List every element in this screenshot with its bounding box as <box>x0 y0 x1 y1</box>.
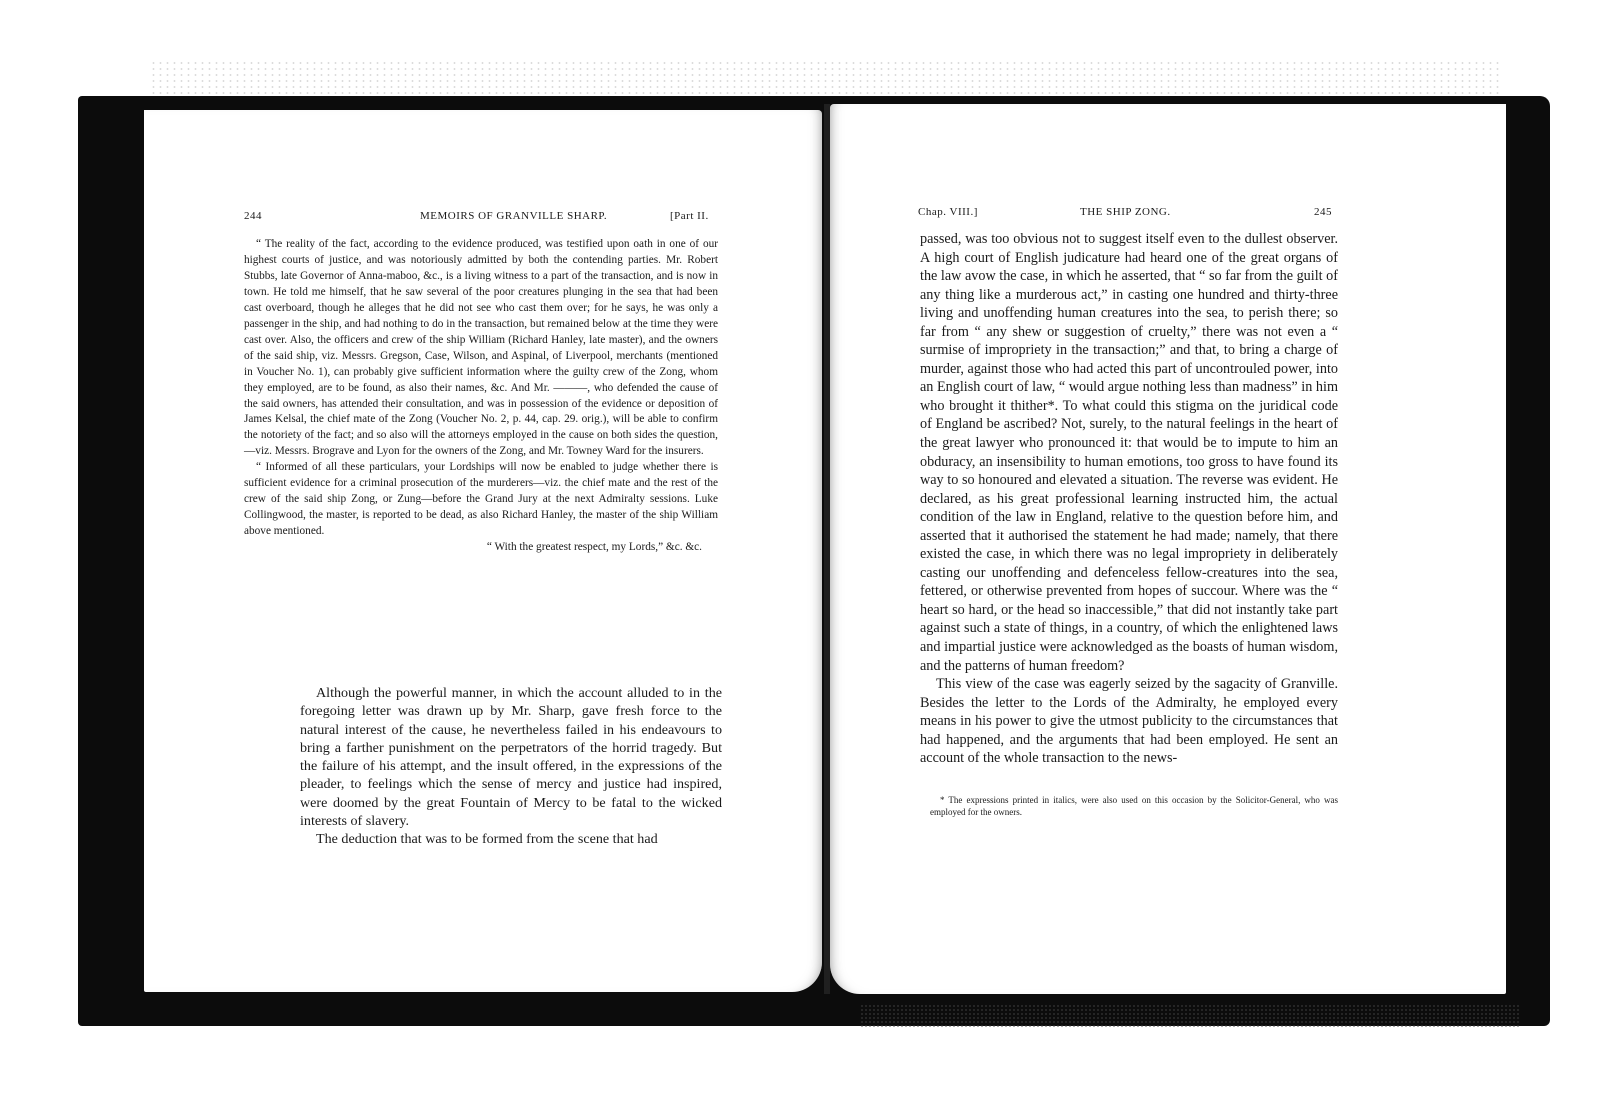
left-page-number: 244 <box>244 210 262 222</box>
quote-closing: “ With the greatest respect, my Lords,” &c. &c. <box>486 541 702 554</box>
scan-noise-bottom <box>860 1004 1520 1028</box>
right-page <box>830 104 1506 994</box>
left-part-label: [Part II. <box>670 210 709 222</box>
left-running-title: MEMOIRS OF GRANVILLE SHARP. <box>420 210 608 222</box>
quote-paragraph: “ Informed of all these particulars, your Lordships will now be enabled to judge whether there is sufficient evidence for a criminal prosecution of the murderers—viz. the chief mate and the rest of the crew of the said ship Zong, or Zung—before the Grand Jury at the next Admiralty sessions. Luke Collingwood, the master, is reported to be dead, as also Richard Hanley, the master of the ship William above mentioned. <box>244 461 718 538</box>
left-page <box>144 110 822 992</box>
right-running-title: THE SHIP ZONG. <box>1080 206 1171 218</box>
quote-paragraph: “ The reality of the fact, according to the evidence produced, was testified upon oath in one of our highest courts of justice, and was notoriously admitted by both the contending parties. Mr. Robert Stubbs, late Governor of Anna-maboo, &c., is a living witness to a part of the transaction, and is now in town. He told me himself, that he saw several of the poor creatures plunging in the sea that had been cast overboard, though he alleges that he did not see who cast them over; for he says, he was only a passenger in the ship, and had nothing to do in the transaction, but remained below at the time they were cast over. Also, the officers and crew of the ship William (Richard Hanley, late master), and the owners of the said ship, viz. Messrs. Gregson, Case, Wilson, and Aspinal, of Liverpool, merchants (mentioned in Voucher No. 1), can probably give sufficient information where the guilty crew of the Zong, whom they employed, are to be found, as also their names, &c. And Mr. ———, who defended the cause of the said owners, has attended their consultation, and was in possession of the evidence or deposition of James Kelsal, the chief mate of the Zong (Voucher No. 2, p. 44, cap. 29. orig.), will be able to confirm the notoriety of the fact; and so also will the attorneys employed in the cause on both sides the question,—viz. Messrs. Brograve and Lyon for the owners of the Zong, and Mr. Towney Ward for the insurers. <box>244 238 718 458</box>
footnote-text: * The expressions printed in italics, were also used on this occasion by the Solicitor-General, who was employed for the owners. <box>930 795 1338 817</box>
body-paragraph: This view of the case was eagerly seized by the sagacity of Granville. Besides the letter to the Lords of the Admiralty, he employed every means in his power to give the utmost publicity to the circumstances that had happened, and the arguments that had been employed. He sent an account of the whole transaction to the news- <box>920 676 1338 767</box>
left-body-text <box>300 684 722 849</box>
footnote <box>930 794 1338 818</box>
body-paragraph: Although the powerful manner, in which the account alluded to in the foregoing letter was drawn up by Mr. Sharp, gave fresh force to the natural interest of the cause, he nevertheless failed in his endeavours to bring a farther punishment on the perpetrators of the horrid tragedy. But the failure of his attempt, and the insult offered, in the expressions of the pleader, to feelings which the sense of mercy and justice had inspired, were doomed by the great Fountain of Mercy to be fatal to the wicked interests of slavery. <box>300 685 722 830</box>
body-paragraph: The deduction that was to be formed from the scene that had <box>316 831 658 848</box>
body-paragraph: passed, was too obvious not to suggest itself even to the dullest observer. A high court of English judicature had heard one of the great organs of the law avow the case, in which he asserted, that “ so far from the guilt of any thing like a murderous act,” in casting one hundred and thirty-three living and unoffending human creatures into the sea, to perish there; so far from “ any shew or suggestion of cruelty,” there was not even a “ surmise of impropriety in the transaction;” and that, to bring a charge of murder, against those who had acted this part of uncontrouled power, into an English court of law, “ would argue nothing less than madness” in him who brought it thither*. To what could this stigma on the juridical code of England be ascribed? Not, surely, to the natural feelings in the heart of the great lawyer who pronounced it: that would be to impute to him an obduracy, an insensibility to human emotions, too gross to have found its way to so honoured and elevated a situation. The reverse was evident. He declared, as his great professional learning instructed him, the actual condition of the law in England, relative to the question before him, and asserted that it authorised the statement he had made; namely, that there existed the case, in which there was no legal impropriety in deliberately casting our unoffending and defenceless fellow-creatures into the sea, fettered, or otherwise prevented from hopes of succour. Where was the “ heart so hard, or the head so inaccessible,” that did not instantly take part against such a state of things, in a country, of which the enlightened laws and impartial justice were acknowledged as the boasts of human wisdom, and the patterns of human freedom? <box>920 231 1338 674</box>
chapter-label: Chap. VIII.] <box>918 206 978 218</box>
right-body-text <box>920 230 1338 768</box>
right-page-number: 245 <box>1314 206 1332 218</box>
letter-quote <box>244 237 718 556</box>
